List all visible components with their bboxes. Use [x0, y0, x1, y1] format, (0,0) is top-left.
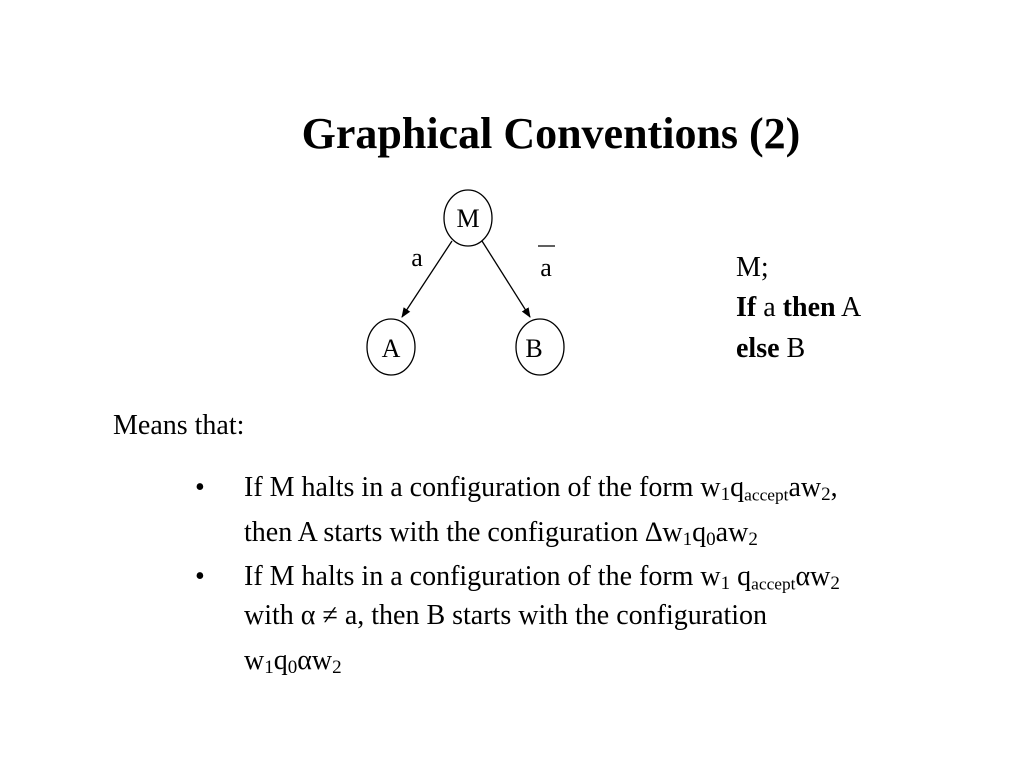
code-line-2 [736, 288, 861, 328]
inline-text: 0 [706, 529, 716, 551]
inline-text: 1 [720, 484, 731, 506]
bullet-2-line-1 [244, 561, 840, 593]
page-title: Graphical Conventions (2) [301, 109, 801, 158]
node-m-label: M [456, 204, 480, 233]
bullet-1-line-1 [244, 472, 838, 504]
code-statement: M; [736, 252, 769, 283]
code-condition: a [763, 292, 776, 323]
inline-text: w [244, 645, 265, 676]
keyword-then: then [782, 292, 836, 323]
inline-text: aw [788, 472, 822, 503]
inline-text: q [692, 517, 707, 548]
inline-text: αw [297, 645, 333, 676]
code-line-3 [736, 329, 805, 369]
inline-text: q [273, 645, 288, 676]
inline-text: If M halts in a configuration of the form w [244, 561, 721, 592]
inline-text: q [730, 561, 752, 592]
inline-text: 0 [287, 657, 298, 679]
inline-text: , [830, 472, 838, 503]
inline-text: accept [751, 574, 796, 594]
bullet-2-marker: • [195, 561, 205, 592]
inline-text: αw [795, 561, 831, 592]
node-b-label: B [525, 334, 543, 363]
keyword-if: If [736, 292, 757, 323]
edge-left-label: a [411, 243, 423, 272]
inline-text: 1 [720, 573, 731, 595]
inline-text: then A starts with the configuration ∆w [244, 517, 683, 548]
bullet-2-line-3 [244, 645, 342, 677]
inline-text: 2 [821, 484, 831, 506]
inline-text: 2 [332, 657, 342, 679]
node-b [516, 319, 564, 375]
bullet-1-line-2 [244, 517, 758, 549]
code-then-target: A [841, 292, 862, 323]
code-line-1 [736, 248, 769, 288]
inline-text: q [730, 472, 745, 503]
inline-text: 2 [830, 573, 840, 595]
inline-text: If M halts in a configuration of the form w [244, 472, 721, 503]
inline-text: 1 [682, 529, 693, 551]
means-that-heading: Means that: [113, 410, 245, 441]
edge-right-label: a [540, 253, 552, 282]
inline-text: 2 [748, 529, 758, 551]
inline-text: accept [744, 485, 789, 505]
edge-m-to-a [402, 241, 452, 317]
node-a [367, 319, 415, 375]
inline-text: 1 [264, 657, 274, 679]
inline-text: aw [715, 517, 749, 548]
keyword-else: else [736, 333, 780, 364]
bullet-1-marker: • [195, 472, 205, 503]
node-m [444, 190, 492, 246]
edge-m-to-b [482, 241, 530, 317]
bullet-2-line-2: with α ≠ a, then B starts with the configuration [244, 600, 768, 631]
code-else-target: B [786, 333, 806, 364]
node-a-label: A [381, 334, 401, 363]
